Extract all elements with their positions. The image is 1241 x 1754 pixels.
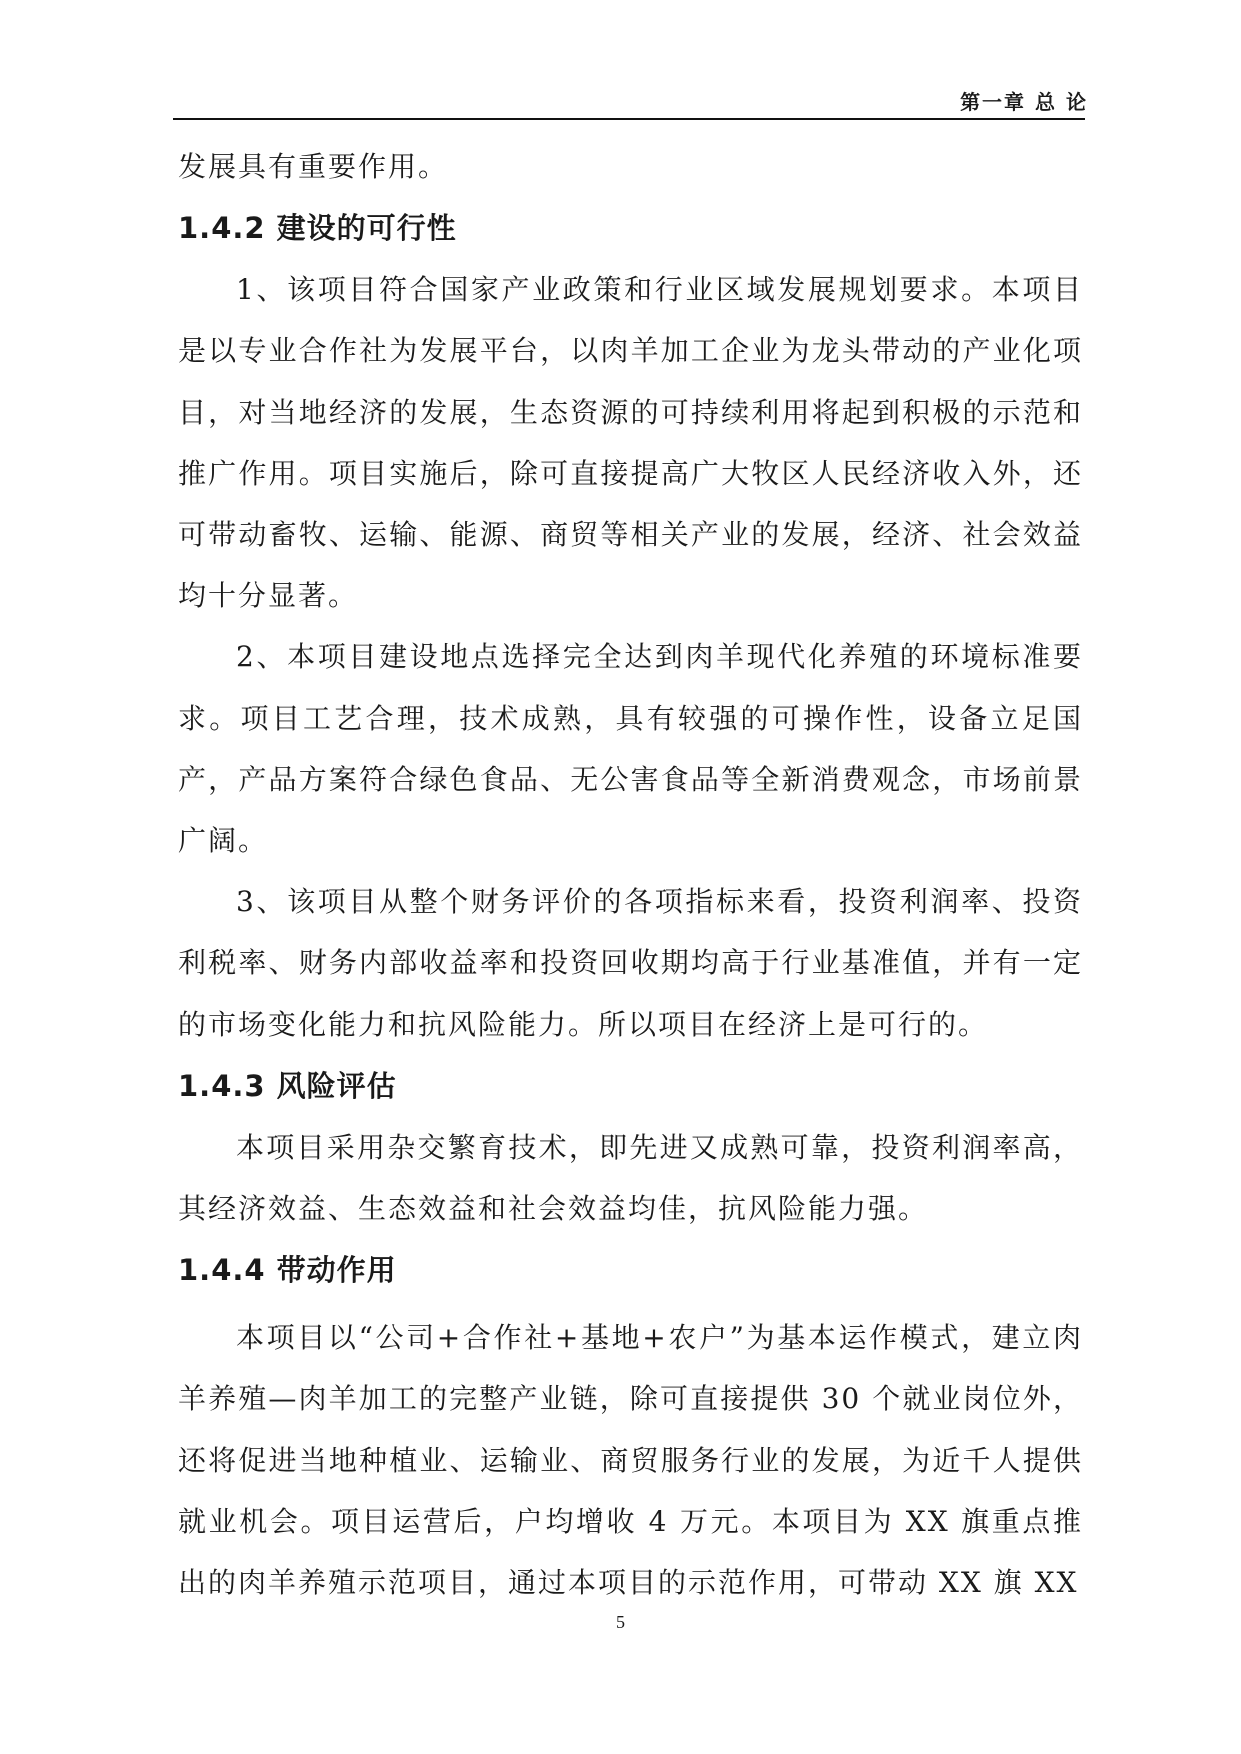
header-divider [173,118,1085,120]
paragraph-continuation: 发展具有重要作用。 [178,150,449,183]
paragraph-driving-effect: 本项目以“公司+合作社+基地+农户”为基本运作模式，建立肉羊养殖—肉羊加工的完整产业链，除可直接提供 30 个就业岗位外，还将促进当地种植业、运输业、商贸服务行业的发展，为近千人提供就业机会。项目运营后，户均增收 4 万元。本项目为 XX 旗重点推出的肉羊养殖示范项目，通过本项目的示范作用，可带动 XX 旗 XX [178,1321,1083,1600]
page-number: 5 [616,1612,625,1632]
page-body [178,136,1083,1613]
section-heading-1-4-3: 1.4.3 风险评估 [178,1068,397,1103]
paragraph-feasibility-2: 2、本项目建设地点选择完全达到肉羊现代化养殖的环境标准要求。项目工艺合理，技术成熟，具有较强的可操作性，设备立足国产，产品方案符合绿色食品、无公害食品等全新消费观念，市场前景广阔。 [178,640,1083,858]
paragraph-feasibility-3: 3、该项目从整个财务评价的各项指标来看，投资利润率、投资利税率、财务内部收益率和投资回收期均高于行业基准值，并有一定的市场变化能力和抗风险能力。所以项目在经济上是可行的。 [178,885,1083,1041]
section-heading-1-4-2: 1.4.2 建设的可行性 [178,211,457,246]
paragraph-feasibility-1: 1、该项目符合国家产业政策和行业区域发展规划要求。本项目是以专业合作社为发展平台，以肉羊加工企业为龙头带动的产业化项目，对当地经济的发展，生态资源的可持续利用将起到积极的示范和推广作用。项目实施后，除可直接提高广大牧区人民经济收入外，还可带动畜牧、运输、能源、商贸等相关产业的发展，经济、社会效益均十分显著。 [178,273,1083,613]
paragraph-risk-assessment: 本项目采用杂交繁育技术，即先进又成熟可靠，投资利润率高，其经济效益、生态效益和社会效益均佳，抗风险能力强。 [178,1130,1083,1226]
section-heading-1-4-4: 1.4.4 带动作用 [178,1253,397,1288]
chapter-header-title: 第一章 总 论 [960,90,1088,114]
